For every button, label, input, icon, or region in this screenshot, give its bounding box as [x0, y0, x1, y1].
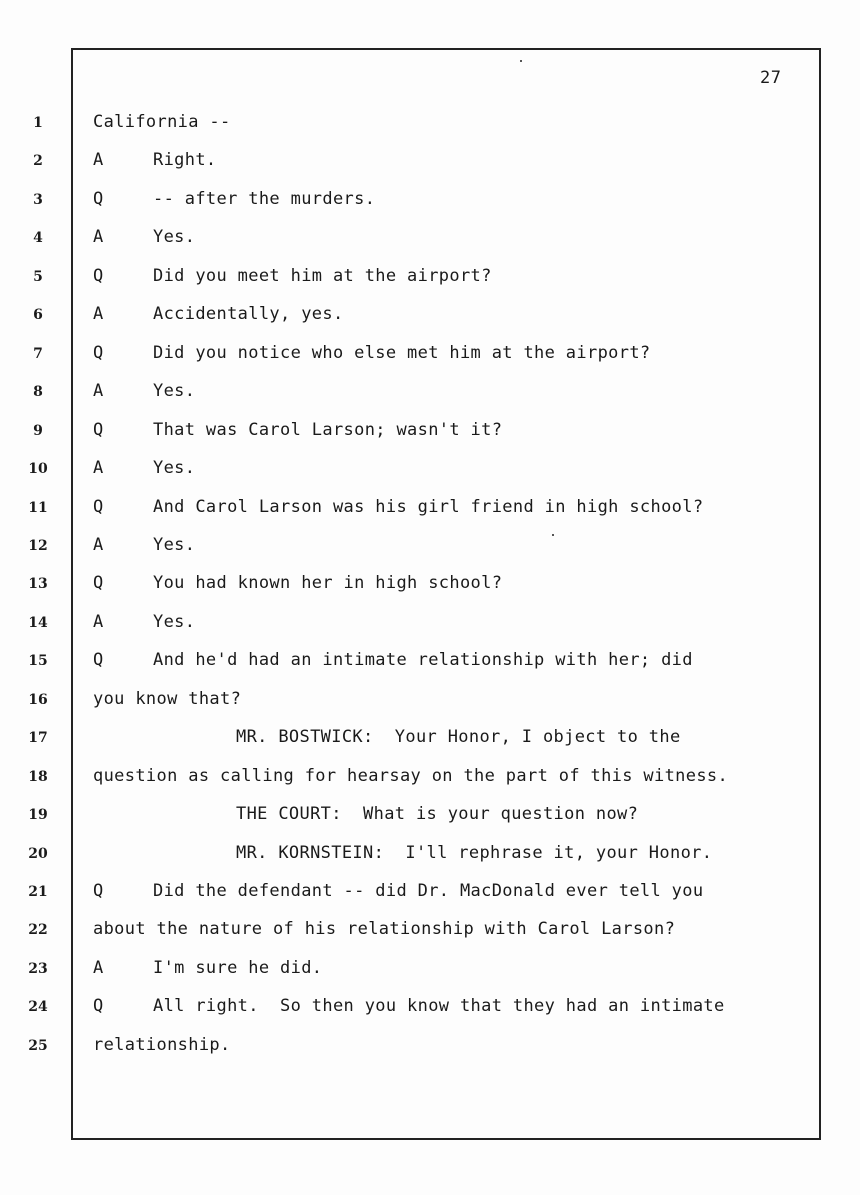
speaker-label: A [93, 611, 104, 632]
line-number: 18 [28, 768, 48, 785]
line-number: 15 [28, 653, 48, 670]
line-number: 3 [33, 191, 43, 208]
transcript-line [93, 304, 344, 324]
line-text: Accidentally, yes. [153, 304, 344, 325]
line-number: 2 [33, 153, 43, 170]
transcript-line [93, 266, 492, 286]
transcript-line [93, 1035, 231, 1055]
line-text: -- after the murders. [153, 188, 376, 209]
line-number: 21 [28, 884, 48, 900]
transcript-line [93, 573, 502, 593]
line-text: MR. BOSTWICK: Your Honor, I object to the [236, 727, 681, 748]
line-text: I'm sure he did. [153, 957, 323, 978]
line-text: about the nature of his relationship with Carol Larson? [93, 919, 676, 940]
line-number: 9 [33, 422, 43, 439]
line-text: Yes. [153, 458, 196, 479]
line-number: 1 [33, 115, 43, 131]
line-number: 13 [28, 576, 48, 593]
line-number: 4 [33, 230, 43, 247]
line-number: 25 [28, 1037, 48, 1054]
line-text: And Carol Larson was his girl friend in high school? [153, 496, 704, 517]
transcript-line [93, 112, 231, 132]
speaker-label: A [93, 534, 104, 555]
speaker-label: Q [93, 996, 104, 1017]
speaker-label: Q [93, 265, 104, 286]
line-text: All right. So then you know that they had an intimate [153, 996, 725, 1017]
transcript-line [93, 766, 728, 786]
transcript-line [93, 381, 195, 401]
speaker-label: A [93, 227, 104, 248]
line-number: 16 [28, 691, 48, 708]
line-text: Yes. [153, 381, 196, 402]
transcript-line [93, 727, 681, 747]
transcript-line [93, 996, 725, 1016]
speaker-label: Q [93, 419, 104, 440]
transcript-line [93, 881, 703, 901]
line-text: THE COURT: What is your question now? [236, 804, 639, 825]
line-number: 10 [28, 461, 48, 478]
speaker-label: A [93, 458, 104, 479]
line-number: 8 [33, 384, 43, 401]
line-text: Yes. [153, 227, 196, 248]
line-text: relationship. [93, 1034, 231, 1055]
transcript-line [93, 189, 375, 209]
speaker-label: A [93, 381, 104, 402]
line-text: That was Carol Larson; wasn't it? [153, 419, 503, 440]
line-number: 22 [28, 922, 48, 939]
speaker-label: A [93, 304, 104, 325]
line-text: Yes. [153, 611, 196, 632]
line-number: 6 [33, 307, 43, 324]
line-text: Right. [153, 150, 217, 171]
line-number: 23 [28, 960, 48, 977]
line-number: 17 [28, 730, 48, 747]
transcript-line [93, 150, 217, 170]
transcript-line [93, 843, 712, 863]
line-number: 14 [28, 614, 48, 631]
speaker-label: Q [93, 496, 104, 517]
transcript-line [93, 612, 195, 632]
line-number: 20 [28, 845, 48, 862]
line-number: 5 [33, 268, 43, 285]
line-text: Did you notice who else met him at the airport? [153, 342, 651, 363]
speaker-label: A [93, 150, 104, 171]
transcript-line [93, 650, 693, 670]
transcript-line [93, 420, 502, 440]
transcript-line [93, 227, 195, 247]
speaker-label: Q [93, 573, 104, 594]
speaker-label: Q [93, 342, 104, 363]
line-number: 24 [28, 999, 48, 1016]
line-text: Yes. [153, 534, 196, 555]
transcript-line [93, 958, 322, 978]
transcript-line [93, 458, 195, 478]
transcript-line [93, 689, 241, 709]
line-text: And he'd had an intimate relationship with her; did [153, 650, 693, 671]
line-text: Did you meet him at the airport? [153, 265, 492, 286]
line-text: Did the defendant -- did Dr. MacDonald ever tell you [153, 881, 704, 901]
transcript-line [93, 535, 195, 555]
speaker-label: Q [93, 881, 104, 901]
line-text: question as calling for hearsay on the part of this witness. [93, 765, 729, 786]
line-text: California -- [93, 112, 231, 132]
line-text: you know that? [93, 688, 242, 709]
transcript-line [93, 343, 651, 363]
line-number: 12 [28, 537, 48, 554]
speaker-label: A [93, 957, 104, 978]
scan-speck [552, 534, 554, 536]
line-text: You had known her in high school? [153, 573, 503, 594]
line-number: 7 [33, 345, 43, 362]
page-number: 27 [760, 68, 782, 88]
speaker-label: Q [93, 188, 104, 209]
line-number: 11 [28, 499, 48, 516]
speaker-label: Q [93, 650, 104, 671]
line-number: 19 [28, 807, 48, 824]
scan-speck [520, 60, 522, 62]
transcript-line [93, 497, 703, 517]
transcript-line [93, 804, 638, 824]
transcript-line [93, 919, 675, 939]
line-text: MR. KORNSTEIN: I'll rephrase it, your Honor. [236, 842, 713, 863]
